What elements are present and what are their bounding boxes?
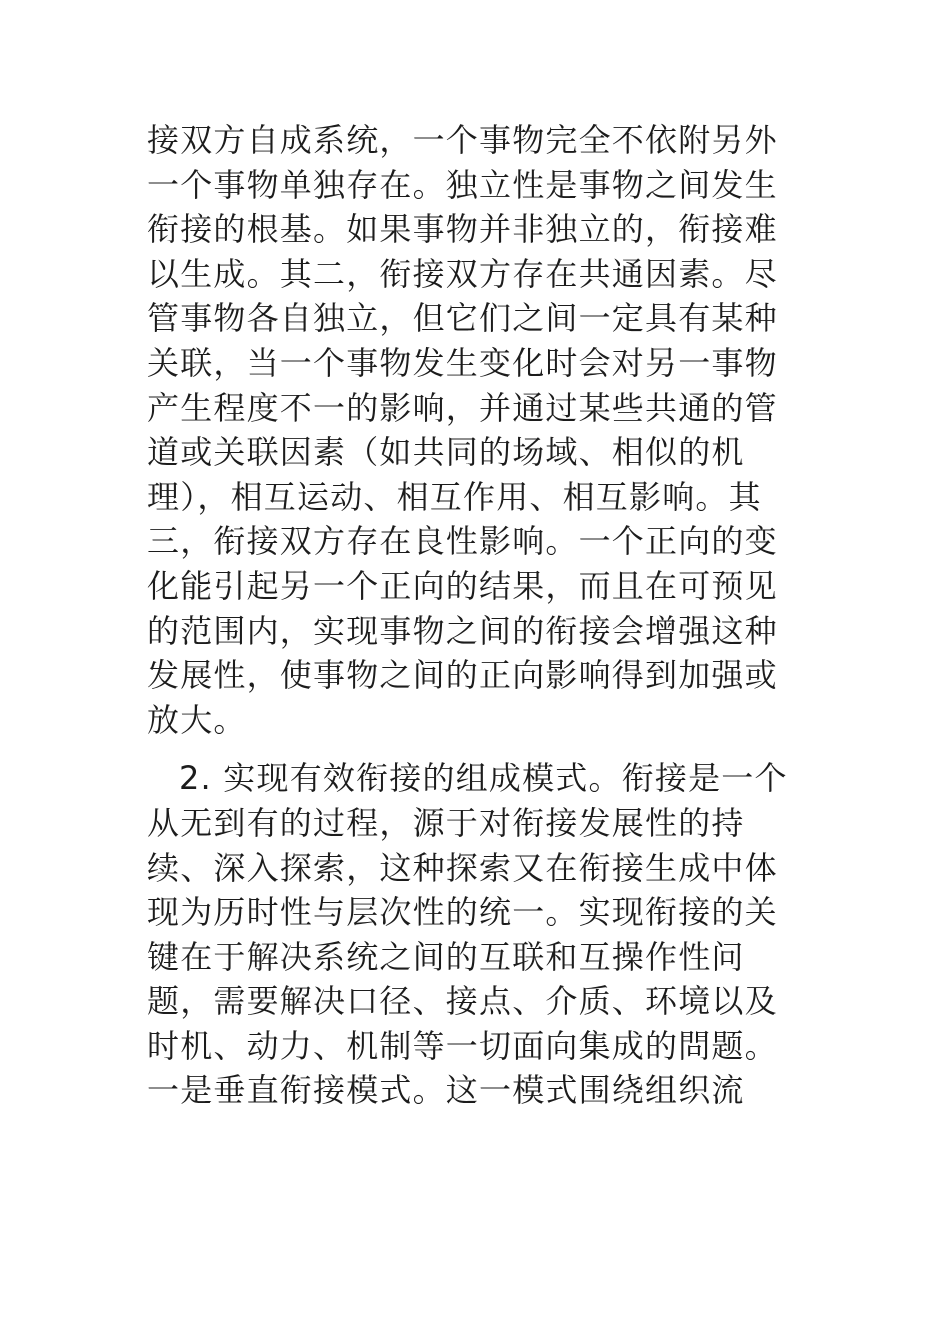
text-line: 发展性，使事物之间的正向影响得到加强或	[147, 656, 778, 695]
text-line: 关联，当一个事物发生变化时会对另一事物	[147, 343, 778, 382]
text-line: 产生程度不一的影响，并通过某些共通的管	[147, 388, 778, 427]
text-line: 三，衔接双方存在良性影响。一个正向的变	[147, 522, 778, 561]
paragraph-gap	[147, 742, 807, 756]
text-line: 衔接的根基。如果事物并非独立的，衔接难	[147, 210, 778, 249]
text-line: 以生成。其二，衔接双方存在共通因素。尽	[147, 254, 778, 293]
text-line: 一是垂直衔接模式。这一模式围绕组织流	[147, 1071, 745, 1110]
text-line: 管事物各自独立，但它们之间一定具有某种	[147, 299, 778, 338]
text-line: 的范围内，实现事物之间的衔接会增强这种	[147, 611, 778, 650]
text-line: 时机、动力、机制等一切面向集成的問题。	[147, 1026, 778, 1065]
text-line: 化能引起另一个正向的结果，而且在可预见	[147, 566, 778, 605]
text-line: 现为历时性与层次性的统一。实现衔接的关	[147, 893, 778, 932]
text-line: 理），相互运动、相互作用、相互影响。其	[147, 477, 762, 516]
text-line: 接双方自成系统，一个事物完全不依附另外	[147, 121, 778, 159]
text-line: 道或关联因素（如共同的场域、相似的机	[147, 433, 745, 472]
text-line: 续、深入探索，这种探索又在衔接生成中体	[147, 848, 778, 887]
paragraph-1	[147, 118, 807, 742]
text-line: 从无到有的过程，源于对衔接发展性的持	[147, 803, 745, 842]
text-line: 题，需要解决口径、接点、介质、环境以及	[147, 982, 778, 1021]
text-line-indented: 2. 实现有效衔接的组成模式。衔接是一个	[179, 759, 788, 798]
text-line: 一个事物单独存在。独立性是事物之间发生	[147, 165, 778, 204]
text-line: 放大。	[147, 700, 247, 739]
document-page	[147, 118, 807, 1113]
paragraph-2	[147, 756, 807, 1113]
text-line: 键在于解决系统之间的互联和互操作性问	[147, 937, 745, 976]
